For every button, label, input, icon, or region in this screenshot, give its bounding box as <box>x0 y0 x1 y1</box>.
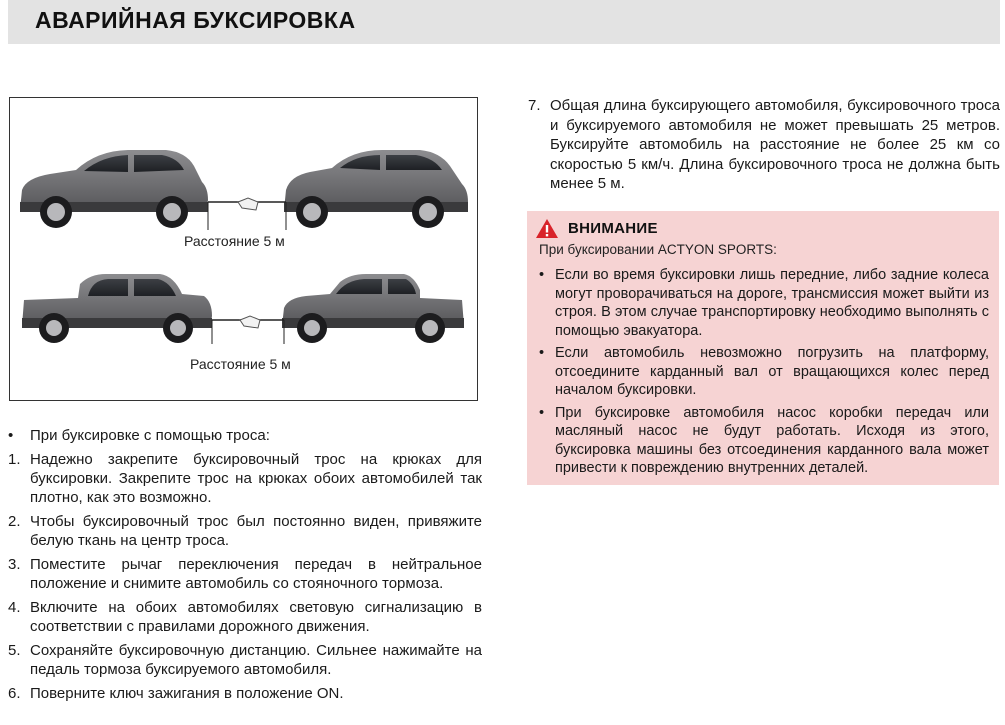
list-item <box>8 555 482 593</box>
list-item <box>8 512 482 550</box>
list-item <box>8 641 482 679</box>
towed-pickup <box>282 274 464 343</box>
list-item-text: Если во время буксировки лишь передние, либо задние колеса могут проворачиваться на дороге, трансмиссия может выйти из строя. В этом случае транспортировку необходимо выполнять с помощью эвакуатора. <box>555 267 989 339</box>
list-marker: • <box>539 404 545 421</box>
list-item-text: При буксировке автомобиля насос коробки передач или масляный насос не будут работать. Исходя из этого, буксировка машины без отсоединения карданного вала может привести к повреждению внутренних деталей. <box>555 404 989 476</box>
list-marker: 4. <box>8 599 21 616</box>
warning-intro: При буксировании ACTYON SPORTS: <box>539 242 777 257</box>
list-item-text: Чтобы буксировочный трос был постоянно виден, привяжите белую ткань на центр троса. <box>30 513 482 549</box>
list-marker: 2. <box>8 513 21 530</box>
list-item <box>539 404 989 478</box>
towing-pickup <box>22 274 212 343</box>
warning-triangle-icon <box>535 218 559 239</box>
list-item-text: При буксировке с помощью троса: <box>30 427 270 444</box>
list-marker: • <box>539 267 545 283</box>
list-marker: • <box>8 427 14 444</box>
towing-illustration <box>9 97 478 401</box>
list-marker: 3. <box>8 556 21 573</box>
list-item-text: Надежно закрепите буксировочный трос на крюках для буксировки. Закрепите трос на крюках обоих автомобилей так плотно, как это возможно. <box>30 451 482 506</box>
list-item-text: Сохраняйте буксировочную дистанцию. Сильнее нажимайте на педаль тормоза буксируемого автомобиля. <box>30 642 482 678</box>
list-marker: 1. <box>8 451 21 468</box>
distance-label-top: Расстояние 5 м <box>184 233 285 249</box>
list-item <box>8 598 482 636</box>
list-item <box>539 266 989 340</box>
list-item-text: Включите на обоих автомобилях световую сигнализацию в соответствии с правилами дорожного движения. <box>30 599 482 635</box>
distance-label-bottom: Расстояние 5 м <box>190 356 291 372</box>
page-title: АВАРИЙНАЯ БУКСИРОВКА <box>35 7 356 33</box>
list-item <box>539 344 989 400</box>
list-item-text: Поместите рычаг переключения передач в нейтральное положение и снимите автомобиль со стояночного тормоза. <box>30 556 482 592</box>
towed-suv <box>284 150 468 228</box>
list-item <box>8 426 482 445</box>
tow-rope-top <box>208 198 286 230</box>
list-item-text: Если автомобиль невозможно погрузить на платформу, отсоедините карданный вал от вращающихся колес перед началом буксировки. <box>555 345 989 398</box>
list-marker: 7. <box>528 97 541 114</box>
list-item <box>8 450 482 507</box>
warning-box <box>527 211 999 485</box>
list-marker: 5. <box>8 642 21 659</box>
tow-rope-bottom <box>212 316 284 344</box>
towing-suv <box>20 150 208 228</box>
step-7 <box>528 96 1000 194</box>
warning-title: ВНИМАНИЕ <box>568 219 658 237</box>
list-item-text: Поверните ключ зажигания в положение ON. <box>30 685 344 702</box>
step-7-text: Общая длина буксирующего автомобиля, буксировочного троса и буксируемого автомобиля не может превышать 25 метров. Буксируйте автомобиль на расстояние не более 25 км со скоростью 5 км/ч. Длина буксировочного троса не должна быть менее 5 м. <box>550 97 1000 192</box>
title-bar <box>8 0 1000 44</box>
towing-steps-list <box>8 426 482 708</box>
warning-list <box>539 266 989 482</box>
list-item <box>8 684 482 703</box>
list-marker: 6. <box>8 685 21 702</box>
warning-header <box>535 217 658 239</box>
list-marker: • <box>539 345 545 361</box>
